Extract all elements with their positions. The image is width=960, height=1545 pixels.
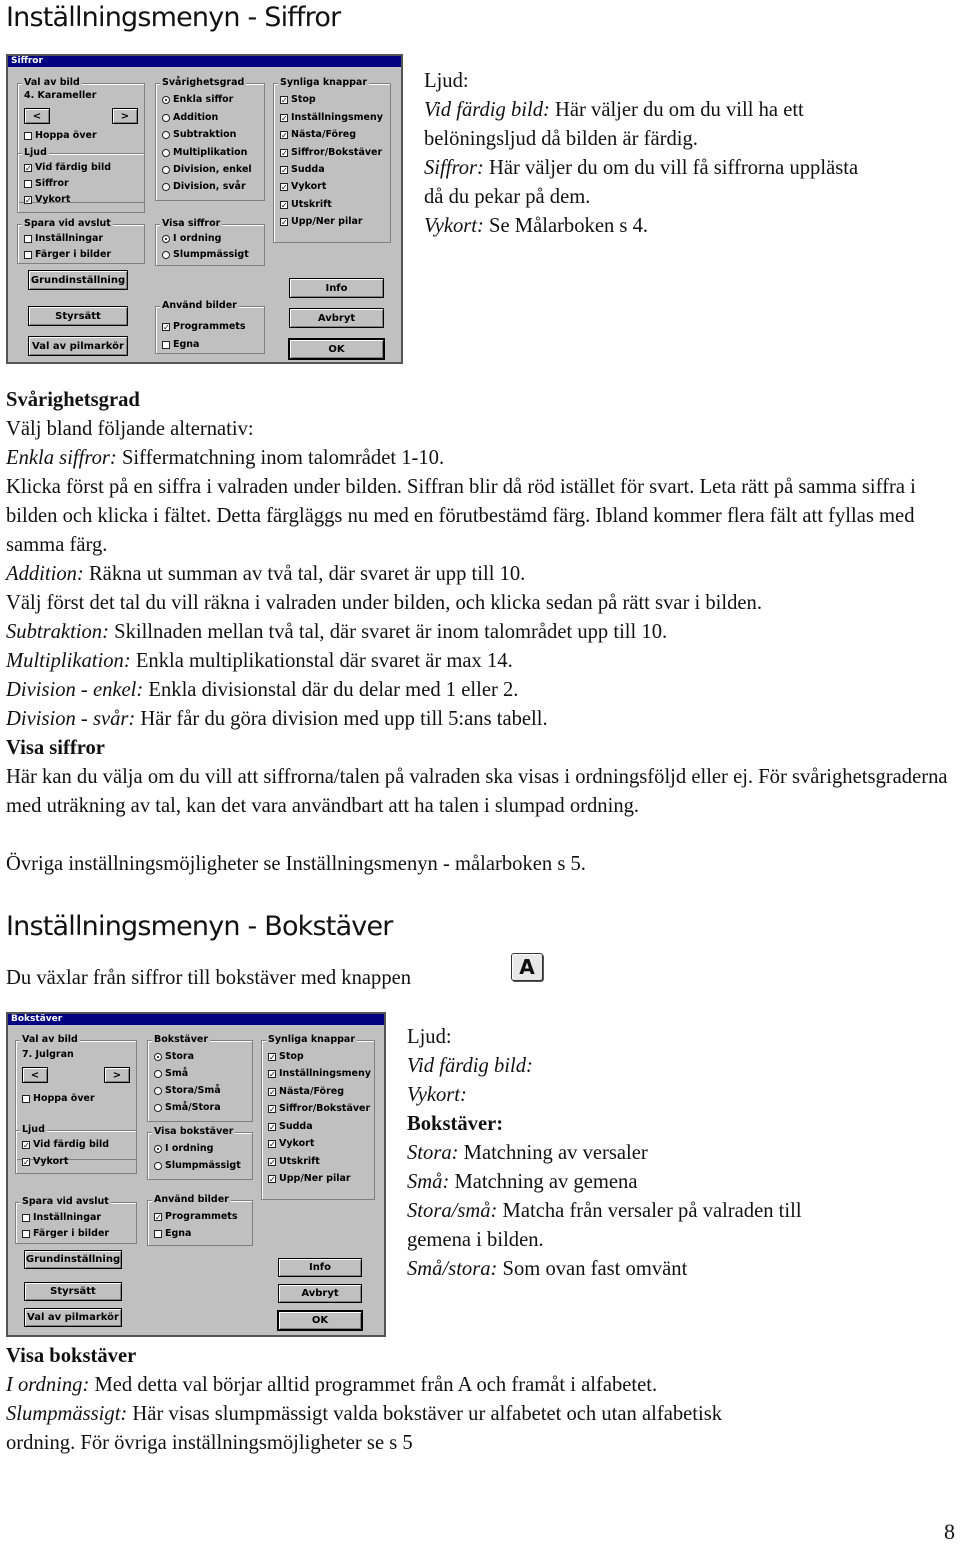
checkbox-icon (24, 180, 32, 188)
vid-fardig-line: Vid färdig bild: (407, 1055, 533, 1077)
term-text: Här väljer du om du vill ha ett (549, 99, 804, 121)
vykort-line: Vykort: (407, 1084, 467, 1106)
radio-selected-icon (154, 1145, 162, 1153)
checkbox-label: Siffror/Bokstäver (291, 147, 383, 158)
term-label: Siffror: (424, 157, 484, 179)
radio-icon (162, 183, 170, 191)
avbryt-button[interactable]: Avbryt (278, 1284, 362, 1303)
checkbox-icon (24, 251, 32, 259)
radio-label: Stora/Små (165, 1085, 221, 1096)
checkbox-label: Upp/Ner pilar (291, 216, 363, 227)
ljud-option-1[interactable] (22, 1156, 68, 1168)
synliga-knappar-group (273, 77, 391, 243)
div-svar-line (6, 705, 548, 734)
pilmarkor-button[interactable]: Val av pilmarkör (24, 1308, 122, 1327)
group-title: Visa siffror (162, 218, 221, 229)
checkbox-checked-icon: ✓ (281, 149, 288, 158)
section-heading-siffror: Inställningsmenyn - Siffror (6, 2, 341, 33)
section-heading-bokstaver: Inställningsmenyn - Bokstäver (6, 911, 393, 942)
synliga-option-3[interactable] (280, 147, 382, 159)
radio-label: Division, enkel (173, 164, 252, 175)
siffror-line-2: då du pekar på dem. (424, 186, 591, 208)
bokstaver-heading: Bokstäver: (407, 1113, 504, 1135)
checkbox-icon (24, 235, 32, 243)
synliga-option-5[interactable] (280, 181, 326, 193)
spara-option-1[interactable] (24, 249, 111, 261)
checkbox-label: Vykort (35, 194, 71, 205)
anvand-option-0[interactable] (154, 1211, 238, 1223)
radio-label: Slumpmässigt (173, 249, 249, 260)
synliga-option-7[interactable] (268, 1173, 351, 1185)
styrsatt-button[interactable]: Styrsätt (24, 1282, 122, 1301)
radio-icon (162, 114, 170, 122)
checkbox-label: Sudda (279, 1121, 313, 1132)
checkbox-label: Stop (291, 94, 316, 105)
checkbox-checked-icon: ✓ (269, 1105, 276, 1114)
group-title: Val av bild (22, 1034, 78, 1045)
stora-line (407, 1139, 648, 1168)
radio-icon (162, 251, 170, 259)
addition-line (6, 560, 525, 589)
checkbox-icon (22, 1230, 30, 1238)
visa-option-1[interactable] (154, 1160, 241, 1172)
radio-label: I ordning (165, 1143, 214, 1154)
checkbox-icon (22, 1214, 30, 1222)
grundinstallning-button[interactable]: Grundinställning (28, 270, 128, 290)
term-label: Vykort: (424, 215, 484, 237)
checkbox-checked-icon: ✓ (23, 1141, 30, 1150)
checkbox-icon (24, 132, 32, 140)
prev-picture-button[interactable]: < (22, 1067, 48, 1083)
dialog-titlebar: Bokstäver (8, 1014, 384, 1025)
div-enkel-line (6, 676, 518, 705)
group-title: Visa bokstäver (154, 1126, 234, 1137)
radio-selected-icon (162, 235, 170, 243)
term-text: Enkla divisionstal där du delar med 1 eller 2. (143, 679, 519, 701)
checkbox-label: Egna (173, 339, 200, 350)
spara-option-1[interactable] (22, 1228, 109, 1240)
styrsatt-button[interactable]: Styrsätt (28, 306, 128, 326)
spara-option-0[interactable] (22, 1212, 101, 1224)
spara-option-0[interactable] (24, 233, 103, 245)
vid-fardig-line (424, 96, 804, 125)
ljud-heading: Ljud: (424, 70, 469, 92)
dialog-titlebar: Siffror (8, 56, 401, 67)
grundinstallning-button[interactable]: Grundinställning (24, 1250, 122, 1269)
term-label: Små/stora: (407, 1258, 498, 1280)
checkbox-label: Vykort (33, 1156, 69, 1167)
radio-icon (154, 1070, 162, 1078)
svarighet-option-3[interactable] (162, 147, 247, 159)
checkbox-checked-icon: ✓ (281, 201, 288, 210)
pilmarkor-button[interactable]: Val av pilmarkör (28, 336, 128, 356)
checkbox-checked-icon: ✓ (269, 1140, 276, 1149)
radio-label: I ordning (173, 233, 222, 244)
visa-siffror-title: Visa siffror (6, 737, 105, 759)
term-label: Små: (407, 1171, 450, 1193)
term-text: Siffermatchning inom talområdet 1-10. (116, 447, 445, 469)
checkbox-label: Nästa/Föreg (279, 1086, 344, 1097)
group-title: Ljud (24, 147, 47, 158)
checkbox-checked-icon: ✓ (281, 96, 288, 105)
term-text: Matchning av gemena (449, 1171, 638, 1193)
term-label: Vid färdig bild: (424, 99, 550, 121)
checkbox-label: Sudda (291, 164, 325, 175)
prev-picture-button[interactable]: < (24, 108, 50, 124)
svarighet-option-5[interactable] (162, 181, 246, 193)
ovriga-line: Övriga inställningsmöjligheter se Inställningsmenyn - målarboken s 5. (6, 853, 586, 875)
term-label: Multiplikation: (6, 650, 131, 672)
ljud-option-0[interactable] (24, 162, 111, 174)
ok-button[interactable]: OK (278, 1311, 362, 1330)
addition-description: Välj först det tal du vill räkna i valraden under bilden, och klicka sedan på rätt svar i bilden. (6, 592, 763, 614)
term-label: Division - enkel: (6, 679, 144, 701)
visa-bokstaver-group (147, 1126, 253, 1180)
term-label: Division - svår: (6, 708, 136, 730)
term-label: I ordning: (6, 1374, 90, 1396)
radio-label: Multiplikation (173, 147, 248, 158)
radio-label: Division, svår (173, 181, 246, 192)
radio-label: Små (165, 1068, 189, 1079)
term-text: Räkna ut summan av två tal, där svaret är upp till 10. (83, 563, 526, 585)
slump-line (6, 1400, 722, 1429)
checkbox-icon (154, 1230, 162, 1238)
svarighet-option-4[interactable] (162, 164, 252, 176)
visa-option-0[interactable] (154, 1143, 213, 1155)
vid-fardig-line-2: belöningsljud då bilden är färdig. (424, 128, 698, 150)
ljud-heading: Ljud: (407, 1026, 452, 1048)
ljud-group (17, 147, 145, 213)
checkbox-checked-icon: ✓ (269, 1175, 276, 1184)
checkbox-label: Vykort (291, 181, 327, 192)
checkbox-checked-icon: ✓ (281, 166, 288, 175)
checkbox-label: Vid färdig bild (33, 1139, 110, 1150)
synliga-option-1[interactable] (280, 112, 383, 124)
radio-label: Små/Stora (165, 1102, 221, 1113)
term-text: Här väljer du om du vill få siffrorna upplästa (483, 157, 859, 179)
checkbox-label: Inställningar (35, 233, 104, 244)
synliga-option-2[interactable] (280, 129, 356, 141)
radio-icon (162, 131, 170, 139)
visa-siffror-group (155, 218, 265, 266)
checkbox-label: Egna (165, 1228, 192, 1239)
synliga-option-3[interactable] (268, 1103, 370, 1115)
group-title: Synliga knappar (268, 1034, 356, 1045)
visa-option-0[interactable] (162, 233, 221, 245)
valj-line: Välj bland följande alternativ: (6, 418, 254, 440)
ljud-group (15, 1124, 137, 1174)
ljud-option-2[interactable] (24, 194, 70, 206)
info-button[interactable]: Info (289, 278, 384, 298)
storasma-line (407, 1197, 802, 1226)
bokstaver-dialog (6, 1012, 386, 1337)
checkbox-label: Nästa/Föreg (291, 129, 356, 140)
term-label: Enkla siffror: (6, 447, 117, 469)
svarighetsgrad-group (155, 77, 265, 201)
multiplikation-line (6, 647, 513, 676)
iordning-line (6, 1371, 657, 1400)
checkbox-icon (22, 1095, 30, 1103)
vykort-line (424, 212, 648, 241)
enkla-line (6, 444, 444, 473)
radio-icon (154, 1104, 162, 1112)
synliga-option-0[interactable] (268, 1051, 304, 1063)
synliga-option-2[interactable] (268, 1086, 344, 1098)
checkbox-label: Upp/Ner pilar (279, 1173, 351, 1184)
spara-group (15, 1196, 137, 1244)
checkbox-label: Vykort (279, 1138, 315, 1149)
bokstaver-option-3[interactable] (154, 1102, 221, 1114)
checkbox-checked-icon: ✓ (281, 114, 288, 123)
ljud-option-0[interactable] (22, 1139, 109, 1151)
synliga-option-1[interactable] (268, 1068, 371, 1080)
checkbox-label: Siffror (35, 178, 69, 189)
checkbox-icon (162, 341, 170, 349)
radio-selected-icon (154, 1053, 162, 1061)
hoppa-over-checkbox[interactable] (22, 1093, 95, 1105)
term-label: Addition: (6, 563, 84, 585)
ljud-option-1[interactable] (24, 178, 69, 190)
anvand-option-1[interactable] (162, 339, 199, 351)
checkbox-label: Inställningar (33, 1212, 102, 1223)
radio-icon (154, 1162, 162, 1170)
group-title: Använd bilder (162, 300, 237, 311)
bokstaver-group (147, 1034, 253, 1122)
anvand-option-0[interactable] (162, 321, 246, 333)
term-text: Se Målarboken s 4. (483, 215, 649, 237)
checkbox-label: Färger i bilder (33, 1228, 110, 1239)
checkbox-checked-icon: ✓ (269, 1088, 276, 1097)
checkbox-label: Inställningsmeny (291, 112, 383, 123)
checkbox-checked-icon: ✓ (269, 1053, 276, 1062)
selected-picture: 4. Karameller (24, 90, 97, 101)
radio-label: Slumpmässigt (165, 1160, 241, 1171)
synliga-option-4[interactable] (268, 1121, 313, 1133)
next-picture-button[interactable]: > (104, 1067, 130, 1083)
intro-line: Du växlar från siffror till bokstäver med knappen (6, 967, 412, 989)
siffror-dialog (6, 54, 403, 364)
checkbox-label: Programmets (165, 1211, 238, 1222)
checkbox-label: Inställningsmeny (279, 1068, 371, 1079)
term-text: Matcha från versaler på valraden till (497, 1200, 802, 1222)
checkbox-checked-icon: ✓ (281, 131, 288, 140)
checkbox-label: Hoppa över (33, 1093, 95, 1104)
term-text: Skillnaden mellan två tal, där svaret är inom talområdet upp till 10. (108, 621, 668, 643)
anvand-option-1[interactable] (154, 1228, 191, 1240)
svarighet-option-1[interactable] (162, 112, 218, 124)
spara-group (17, 218, 145, 264)
group-title: Ljud (22, 1124, 45, 1135)
selected-picture: 7. Julgran (22, 1049, 74, 1060)
checkbox-checked-icon: ✓ (269, 1123, 276, 1132)
checkbox-label: Siffror/Bokstäver (279, 1103, 371, 1114)
term-text: Matchning av versaler (458, 1142, 648, 1164)
bokstaver-option-0[interactable] (154, 1051, 194, 1063)
term-text: Med detta val börjar alltid programmet från A och framåt i alfabetet. (89, 1374, 658, 1396)
radio-selected-icon (162, 96, 170, 104)
bokstaver-option-1[interactable] (154, 1068, 188, 1080)
checkbox-label: Vid färdig bild (35, 162, 112, 173)
group-title: Spara vid avslut (24, 218, 111, 229)
radio-icon (162, 149, 170, 157)
anvand-bilder-group (147, 1194, 253, 1246)
visa-siffror-description: Här kan du välja om du vill att siffrorna/talen på valraden ska visas i ordningsföljd eller ej. För svårighetsgraderna med uträkning av tal, kan det vara användbart att ha talen i slumpad ordning. (6, 766, 948, 817)
checkbox-checked-icon: ✓ (163, 323, 170, 332)
bokstaver-option-2[interactable] (154, 1085, 221, 1097)
synliga-option-7[interactable] (280, 216, 363, 228)
a-button-icon: A (511, 953, 543, 981)
term-label: Slumpmässigt: (6, 1403, 128, 1425)
checkbox-checked-icon: ✓ (23, 1158, 30, 1167)
term-label: Subtraktion: (6, 621, 109, 643)
radio-label: Enkla siffor (173, 94, 234, 105)
radio-label: Subtraktion (173, 129, 237, 140)
next-picture-button[interactable]: > (112, 108, 138, 124)
checkbox-checked-icon: ✓ (25, 196, 32, 205)
term-text: Här visas slumpmässigt valda bokstäver ur alfabetet och utan alfabetisk (127, 1403, 723, 1425)
page-number: 8 (944, 1519, 955, 1544)
svarighetsgrad-title: Svårighetsgrad (6, 389, 140, 411)
radio-icon (154, 1087, 162, 1095)
smastora-line (407, 1255, 687, 1284)
sma-line (407, 1168, 637, 1197)
synliga-option-0[interactable] (280, 94, 316, 106)
term-text: Här får du göra division med upp till 5:ans tabell. (135, 708, 548, 730)
term-text: Som ovan fast omvänt (497, 1258, 688, 1280)
synliga-option-6[interactable] (280, 199, 332, 211)
checkbox-checked-icon: ✓ (281, 183, 288, 192)
synliga-knappar-group (261, 1034, 375, 1200)
group-title: Spara vid avslut (22, 1196, 109, 1207)
checkbox-label: Programmets (173, 321, 246, 332)
checkbox-checked-icon: ✓ (25, 164, 32, 173)
storasma-line-2: gemena i bilden. (407, 1229, 544, 1251)
svarighet-option-2[interactable] (162, 129, 236, 141)
checkbox-checked-icon: ✓ (155, 1213, 162, 1222)
checkbox-label: Utskrift (291, 199, 332, 210)
info-button[interactable]: Info (278, 1258, 362, 1277)
checkbox-label: Hoppa över (35, 130, 97, 141)
synliga-option-6[interactable] (268, 1156, 320, 1168)
ok-button[interactable]: OK (289, 339, 384, 359)
group-title: Svårighetsgrad (162, 77, 245, 88)
checkbox-checked-icon: ✓ (281, 218, 288, 227)
term-text: Enkla multiplikationstal där svaret är max 14. (130, 650, 513, 672)
hoppa-over-checkbox[interactable] (24, 130, 97, 142)
visa-bokstaver-title: Visa bokstäver (6, 1345, 137, 1367)
checkbox-label: Färger i bilder (35, 249, 112, 260)
checkbox-checked-icon: ✓ (269, 1070, 276, 1079)
radio-icon (162, 166, 170, 174)
group-title: Bokstäver (154, 1034, 209, 1045)
checkbox-label: Utskrift (279, 1156, 320, 1167)
term-label: Stora: (407, 1142, 459, 1164)
radio-label: Addition (173, 112, 219, 123)
slump-line-2: ordning. För övriga inställningsmöjligheter se s 5 (6, 1432, 413, 1454)
enkla-description: Klicka först på en siffra i valraden under bilden. Siffran blir då röd istället för svart. Leta rätt på samma siffra i bilden och klicka i fältet. Detta färgläggs nu med en förutbestämd färg. Ibland kommer flera fält att fyllas med samma färg. (6, 476, 916, 556)
checkbox-checked-icon: ✓ (269, 1158, 276, 1167)
visa-option-1[interactable] (162, 249, 249, 261)
group-title: Synliga knappar (280, 77, 368, 88)
group-title: Använd bilder (154, 1194, 229, 1205)
synliga-option-5[interactable] (268, 1138, 314, 1150)
siffror-line (424, 154, 858, 183)
avbryt-button[interactable]: Avbryt (289, 308, 384, 328)
subtraktion-line (6, 618, 667, 647)
svarighet-option-0[interactable] (162, 94, 233, 106)
synliga-option-4[interactable] (280, 164, 325, 176)
anvand-bilder-group (155, 300, 265, 354)
radio-label: Stora (165, 1051, 195, 1062)
checkbox-label: Stop (279, 1051, 304, 1062)
term-label: Stora/små: (407, 1200, 498, 1222)
group-title: Val av bild (24, 77, 80, 88)
